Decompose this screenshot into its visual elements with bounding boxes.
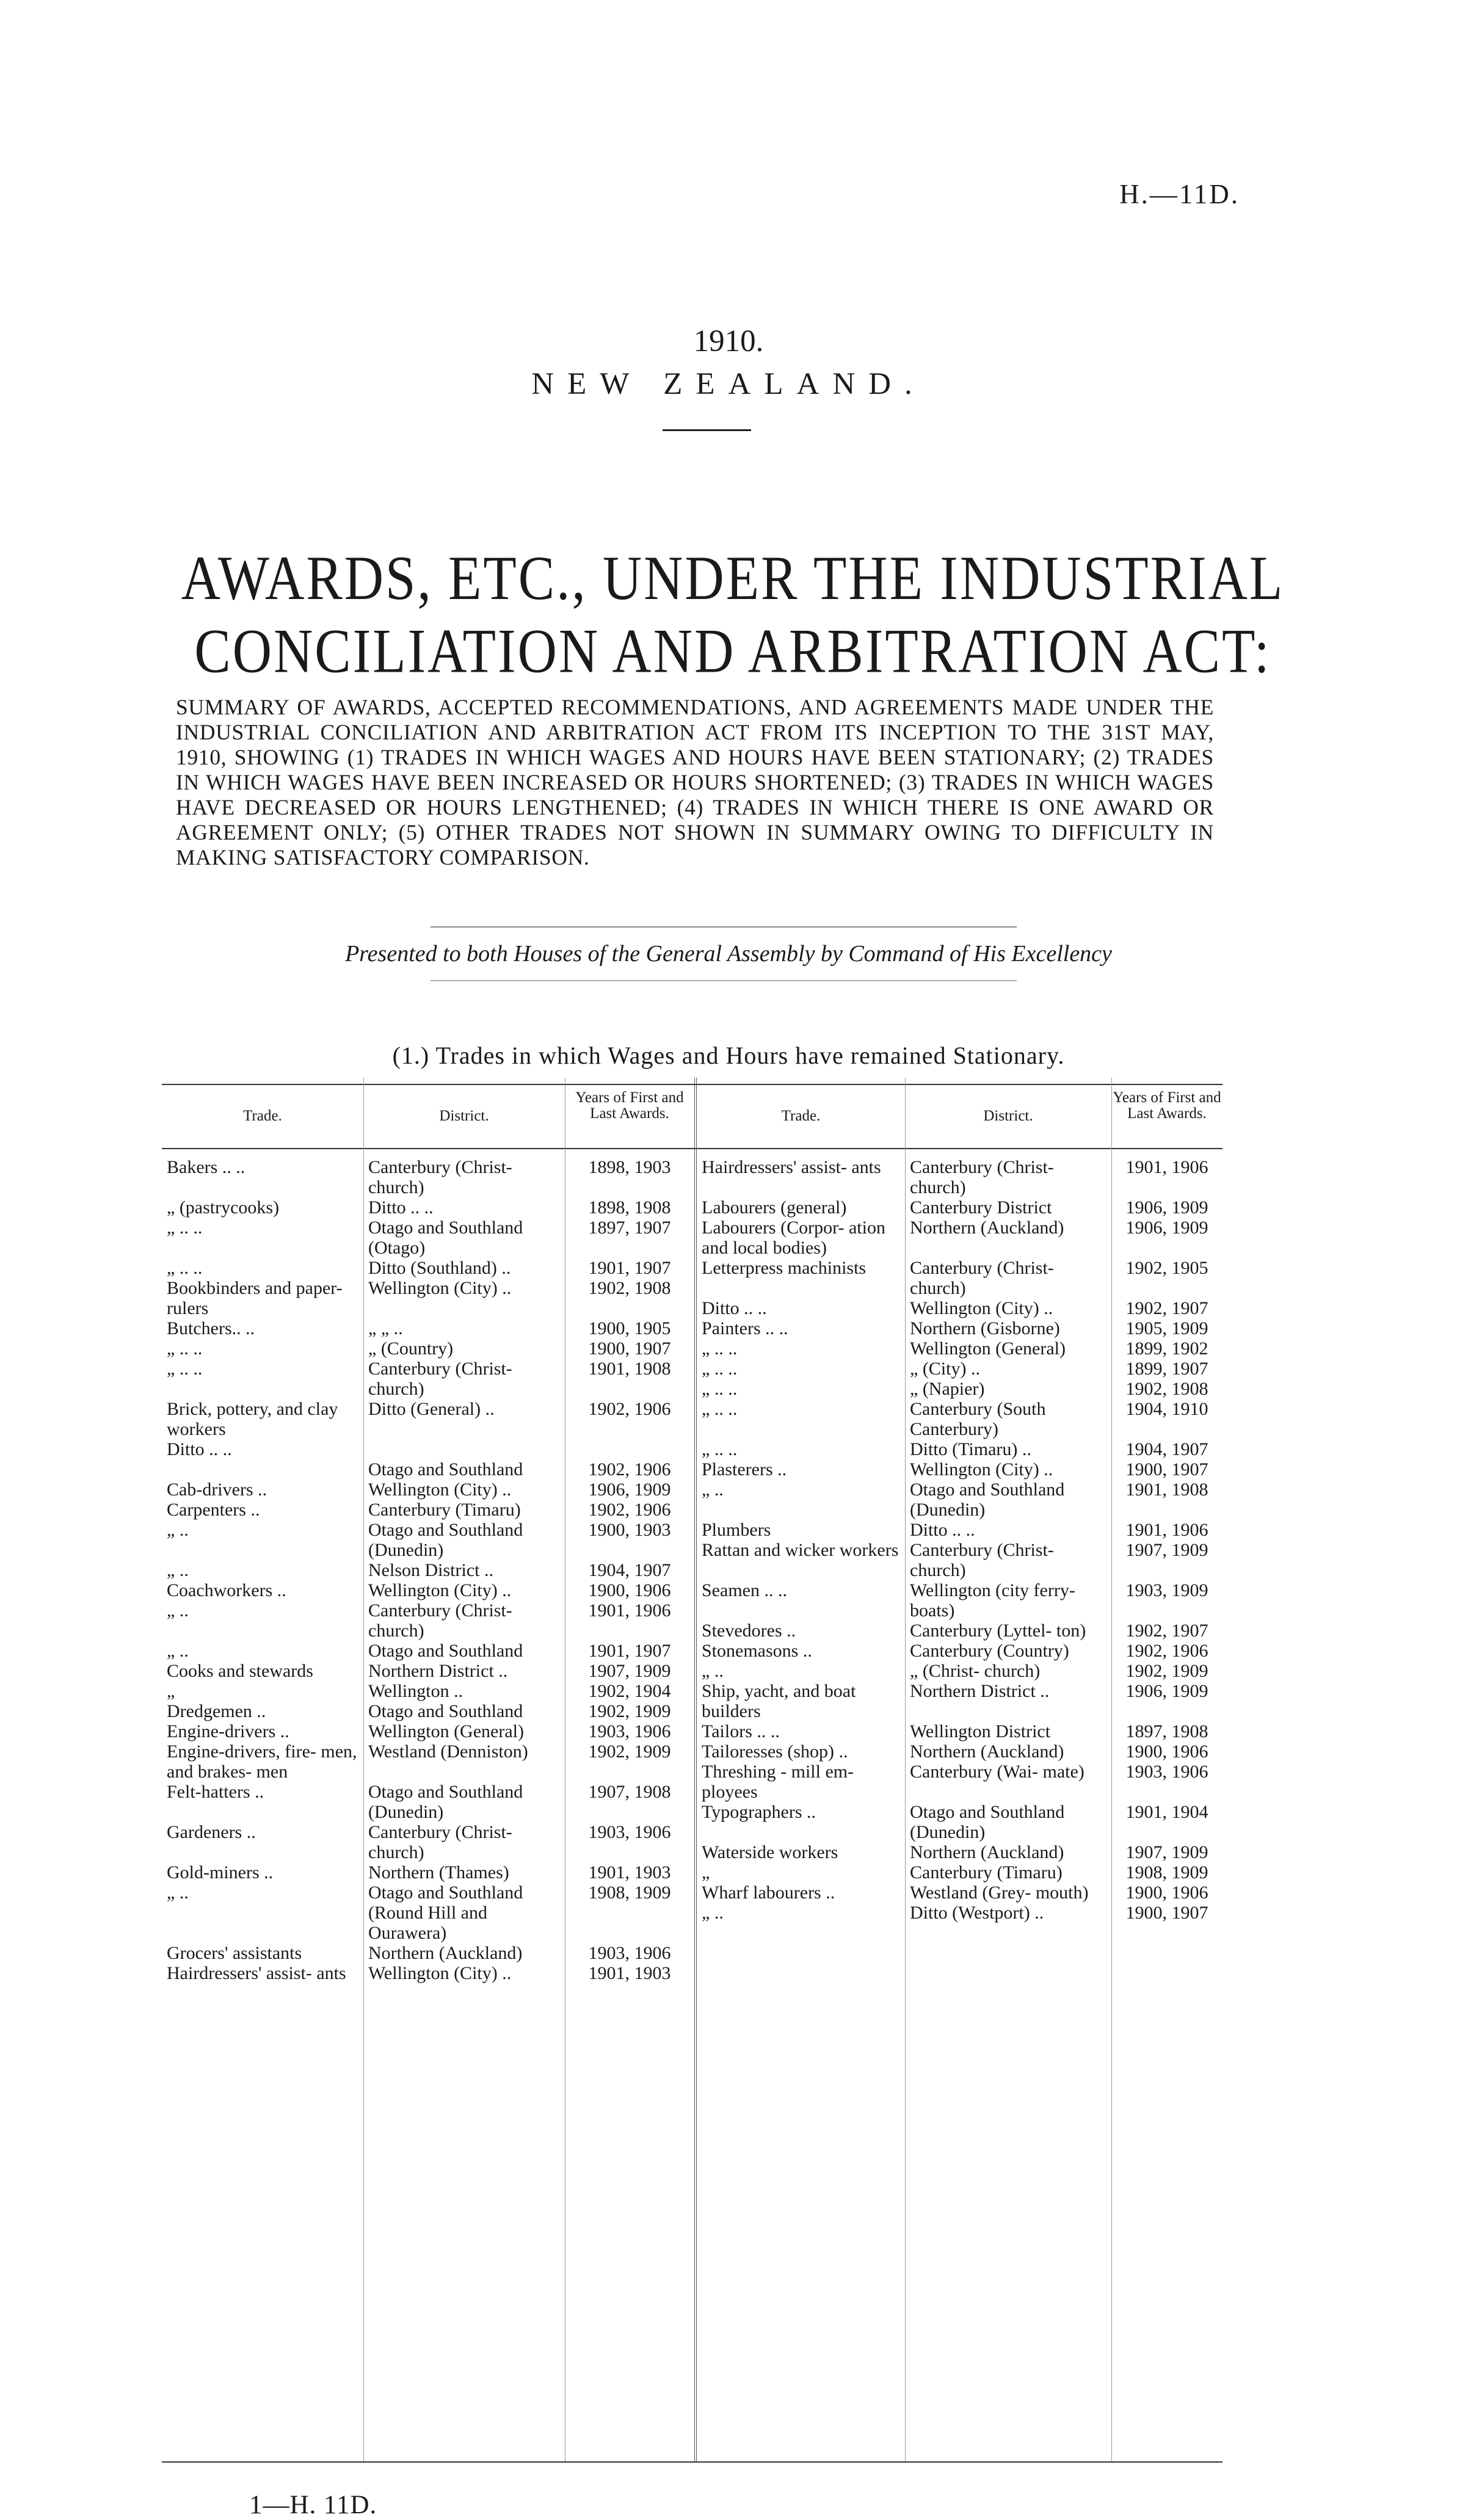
cell-district: „ (Napier) xyxy=(910,1379,985,1399)
cell-district: Northern District .. xyxy=(368,1661,508,1681)
cell-trade: Tailoresses (shop) .. xyxy=(702,1741,848,1762)
cell-district: Canterbury (Christ- church) xyxy=(910,1157,1054,1197)
cell-district: Westland (Denniston) xyxy=(368,1741,528,1762)
document-title: AWARDS, ETC., UNDER THE INDUSTRIAL CONCILIATION AND ARBITRATION ACT: xyxy=(181,543,1285,686)
cell-years: 1900, 1907 xyxy=(1125,1903,1208,1923)
cell-district: Ditto .. .. xyxy=(368,1197,434,1218)
cell-years: 1903, 1909 xyxy=(1125,1580,1208,1600)
cell-years: 1901, 1907 xyxy=(588,1258,671,1278)
cell-years: 1902, 1905 xyxy=(1125,1258,1208,1278)
cell-trade: „ .. .. xyxy=(702,1379,738,1399)
cell-trade: Cooks and stewards xyxy=(167,1661,313,1681)
cell-trade: „ .. xyxy=(167,1600,189,1621)
heading-divider xyxy=(663,429,751,431)
cell-years: 1908, 1909 xyxy=(588,1883,671,1903)
cell-district: Northern (Auckland) xyxy=(910,1218,1064,1238)
cell-trade: „ .. .. xyxy=(702,1338,738,1359)
cell-years: 1902, 1908 xyxy=(1125,1379,1208,1399)
cell-district: Nelson District .. xyxy=(368,1560,493,1580)
cell-years: 1899, 1902 xyxy=(1125,1338,1208,1359)
cell-district: Otago and Southland (Dunedin) xyxy=(368,1520,523,1560)
cell-trade: „ .. xyxy=(167,1520,189,1540)
cell-years: 1906, 1909 xyxy=(1125,1218,1208,1238)
cell-trade: Engine-drivers .. xyxy=(167,1721,289,1741)
cell-years: 1902, 1906 xyxy=(588,1399,671,1419)
cell-district: „ (Country) xyxy=(368,1338,454,1359)
header-years-left: Years of First and Last Awards. xyxy=(575,1089,684,1122)
cell-trade: Gold-miners .. xyxy=(167,1862,274,1883)
cell-years: 1907, 1908 xyxy=(588,1782,671,1802)
cell-trade: „ .. .. xyxy=(702,1439,738,1459)
cell-trade: „ .. .. xyxy=(702,1399,738,1419)
cell-years: 1903, 1906 xyxy=(588,1721,671,1741)
cell-years: 1900, 1907 xyxy=(1125,1459,1208,1480)
presented-rule-top xyxy=(431,926,1017,928)
header-district-right: District. xyxy=(983,1108,1033,1124)
cell-years: 1902, 1909 xyxy=(588,1701,671,1721)
cell-district: Canterbury (South Canterbury) xyxy=(910,1399,1046,1439)
cell-years: 1908, 1909 xyxy=(1125,1862,1208,1883)
cell-years: 1902, 1907 xyxy=(1125,1298,1208,1318)
cell-trade: Gardeners .. xyxy=(167,1822,256,1842)
cell-district: Wellington (city ferry-boats) xyxy=(910,1580,1075,1621)
cell-trade: „ .. xyxy=(702,1480,724,1500)
cell-years: 1902, 1907 xyxy=(1125,1621,1208,1641)
cell-trade: Plumbers xyxy=(702,1520,771,1540)
cell-years: 1907, 1909 xyxy=(588,1661,671,1681)
cell-trade: Tailors .. .. xyxy=(702,1721,780,1741)
cell-district: Northern (Auckland) xyxy=(910,1842,1064,1862)
cell-trade: Felt-hatters .. xyxy=(167,1782,264,1802)
cell-years: 1901, 1906 xyxy=(588,1600,671,1621)
cell-district: Otago and Southland xyxy=(368,1641,523,1661)
cell-trade: Seamen .. .. xyxy=(702,1580,787,1600)
cell-district: Wellington .. xyxy=(368,1681,463,1701)
cell-trade: Labourers (general) xyxy=(702,1197,847,1218)
cell-trade: „ (pastrycooks) xyxy=(167,1197,280,1218)
cell-district: Northern (Thames) xyxy=(368,1862,509,1883)
header-trade-left: Trade. xyxy=(243,1108,282,1124)
awards-table xyxy=(162,1078,1223,2470)
cell-years: 1902, 1906 xyxy=(588,1500,671,1520)
cell-trade: Stevedores .. xyxy=(702,1621,796,1641)
cell-years: 1906, 1909 xyxy=(588,1480,671,1500)
document-year: 1910. xyxy=(693,324,764,358)
cell-district: Northern (Auckland) xyxy=(910,1741,1064,1762)
cell-years: 1904, 1907 xyxy=(1125,1439,1208,1459)
cell-trade: „ .. xyxy=(167,1641,189,1661)
cell-years: 1905, 1909 xyxy=(1125,1318,1208,1338)
cell-district: Otago and Southland (Dunedin) xyxy=(910,1802,1065,1842)
cell-district: Wellington (General) xyxy=(368,1721,524,1741)
cell-district: Otago and Southland xyxy=(368,1459,523,1480)
cell-district: Ditto (Southland) .. xyxy=(368,1258,511,1278)
document-reference: H.—11D. xyxy=(1119,179,1240,209)
cell-years: 1907, 1909 xyxy=(1125,1540,1208,1560)
cell-trade: „ .. .. xyxy=(167,1359,203,1379)
cell-trade: Dredgemen .. xyxy=(167,1701,266,1721)
cell-district: Northern (Auckland) xyxy=(368,1943,523,1963)
cell-district: „ (City) .. xyxy=(910,1359,980,1379)
cell-district: Wellington (City) .. xyxy=(368,1580,512,1600)
cell-trade: Bookbinders and paper-rulers xyxy=(167,1278,343,1318)
cell-district: Canterbury (Timaru) xyxy=(368,1500,521,1520)
cell-trade: Ditto .. .. xyxy=(702,1298,767,1318)
cell-years: 1900, 1905 xyxy=(588,1318,671,1338)
cell-years: 1907, 1909 xyxy=(1125,1842,1208,1862)
cell-trade: Letterpress machinists xyxy=(702,1258,867,1278)
cell-district: Canterbury (Country) xyxy=(910,1641,1069,1661)
cell-trade: „ .. xyxy=(702,1661,724,1681)
page-footer: 1—H. 11D. xyxy=(249,2491,377,2519)
cell-district: Canterbury (Christ- church) xyxy=(368,1600,512,1641)
table-bottom-rule xyxy=(162,2461,1223,2463)
cell-district: Northern (Gisborne) xyxy=(910,1318,1060,1338)
cell-district: „ (Christ- church) xyxy=(910,1661,1041,1681)
cell-years: 1902, 1906 xyxy=(1125,1641,1208,1661)
cell-district: Canterbury (Lyttel- ton) xyxy=(910,1621,1086,1641)
cell-trade: Grocers' assistants xyxy=(167,1943,302,1963)
cell-trade: Coachworkers .. xyxy=(167,1580,286,1600)
cell-district: Wellington (City) .. xyxy=(910,1298,1053,1318)
cell-district: Wellington (City) .. xyxy=(368,1278,512,1298)
cell-district: Canterbury District xyxy=(910,1197,1052,1218)
cell-trade: Brick, pottery, and clay workers xyxy=(167,1399,338,1439)
cell-years: 1897, 1907 xyxy=(588,1218,671,1238)
cell-years: 1901, 1908 xyxy=(588,1359,671,1379)
cell-trade: Wharf labourers .. xyxy=(702,1883,835,1903)
cell-district: Canterbury (Wai- mate) xyxy=(910,1762,1085,1782)
cell-years: 1899, 1907 xyxy=(1125,1359,1208,1379)
cell-trade: Labourers (Corpor- ation and local bodies) xyxy=(702,1218,885,1258)
cell-years: 1902, 1904 xyxy=(588,1681,671,1701)
cell-trade: „ .. .. xyxy=(167,1218,203,1238)
cell-years: 1901, 1907 xyxy=(588,1641,671,1661)
cell-trade: Stonemasons .. xyxy=(702,1641,812,1661)
table-top-rule xyxy=(162,1084,1223,1085)
cell-district: Wellington (General) xyxy=(910,1338,1066,1359)
cell-trade: „ .. xyxy=(702,1903,724,1923)
cell-years: 1900, 1906 xyxy=(588,1580,671,1600)
header-district-left: District. xyxy=(439,1108,489,1124)
presented-line: Presented to both Houses of the General Assembly by Command of His Excellency xyxy=(345,941,1112,967)
cell-district: Wellington (City) .. xyxy=(368,1480,512,1500)
cell-years: 1901, 1904 xyxy=(1125,1802,1208,1822)
cell-district: „ „ .. xyxy=(368,1318,403,1338)
cell-district: Wellington (City) .. xyxy=(910,1459,1053,1480)
presented-rule-bottom xyxy=(431,980,1017,981)
cell-years: 1901, 1906 xyxy=(1125,1520,1208,1540)
cell-years: 1901, 1906 xyxy=(1125,1157,1208,1177)
cell-trade: „ xyxy=(702,1862,710,1883)
header-years-right: Years of First and Last Awards. xyxy=(1113,1089,1221,1122)
cell-trade: Typographers .. xyxy=(702,1802,816,1822)
cell-district: Wellington District xyxy=(910,1721,1051,1741)
section-title: (1.) Trades in which Wages and Hours have remained Stationary. xyxy=(392,1042,1065,1069)
cell-trade: Bakers .. .. xyxy=(167,1157,245,1177)
col-rule xyxy=(905,1078,906,2461)
cell-trade: „ .. .. xyxy=(167,1258,203,1278)
cell-trade: Ship, yacht, and boat builders xyxy=(702,1681,856,1721)
cell-trade: „ .. .. xyxy=(167,1338,203,1359)
cell-years: 1904, 1907 xyxy=(588,1560,671,1580)
cell-years: 1900, 1907 xyxy=(588,1338,671,1359)
cell-trade: Ditto .. .. xyxy=(167,1439,232,1459)
cell-district: Canterbury (Christ- church) xyxy=(368,1157,512,1197)
cell-district: Otago and Southland xyxy=(368,1701,523,1721)
cell-trade: Cab-drivers .. xyxy=(167,1480,267,1500)
cell-district: Westland (Grey- mouth) xyxy=(910,1883,1089,1903)
cell-district: Canterbury (Christ- church) xyxy=(368,1359,512,1399)
cell-years: 1903, 1906 xyxy=(588,1943,671,1963)
cell-years: 1898, 1903 xyxy=(588,1157,671,1177)
cell-years: 1903, 1906 xyxy=(588,1822,671,1842)
cell-trade: Threshing - mill em- ployees xyxy=(702,1762,854,1802)
col-rule xyxy=(1111,1078,1112,2461)
cell-district: Canterbury (Christ- church) xyxy=(368,1822,512,1862)
cell-trade: Plasterers .. xyxy=(702,1459,787,1480)
cell-trade: Painters .. .. xyxy=(702,1318,788,1338)
cell-district: Otago and Southland (Dunedin) xyxy=(910,1480,1065,1520)
cell-years: 1906, 1909 xyxy=(1125,1681,1208,1701)
cell-district: Otago and Southland (Round Hill and Ourawera) xyxy=(368,1883,523,1943)
cell-district: Ditto (Timaru) .. xyxy=(910,1439,1031,1459)
col-rule-center xyxy=(694,1078,697,2461)
cell-district: Ditto (General) .. xyxy=(368,1399,495,1419)
cell-trade: „ .. .. xyxy=(702,1359,738,1379)
cell-years: 1902, 1909 xyxy=(1125,1661,1208,1681)
cell-district: Ditto (Westport) .. xyxy=(910,1903,1044,1923)
cell-years: 1904, 1910 xyxy=(1125,1399,1208,1419)
cell-years: 1901, 1903 xyxy=(588,1862,671,1883)
summary-paragraph: SUMMARY OF AWARDS, ACCEPTED RECOMMENDATIONS, AND AGREEMENTS MADE UNDER THE INDUSTRIAL CONCILIATION AND ARBITRATION ACT FROM ITS INCEPTION TO THE 31ST MAY, 1910, SHOWING (1) TRADES IN WHICH WAGES AND HOURS HAVE BEEN STATIONARY; (2) TRADES IN WHICH WAGES HAVE BEEN INCREASED OR HOURS SHORTENED; (3) TRADES IN WHICH WAGES HAVE DECREASED OR HOURS LENGTHENED; (4) TRADES IN WHICH THERE IS ONE AWARD OR AGREEMENT ONLY; (5) OTHER TRADES NOT SHOWN IN SUMMARY OWING TO DIFFICULTY IN MAKING SATISFACTORY COMPARISON. xyxy=(176,695,1214,870)
cell-years: 1903, 1906 xyxy=(1125,1762,1208,1782)
cell-years: 1902, 1909 xyxy=(588,1741,671,1762)
cell-district: Otago and Southland (Otago) xyxy=(368,1218,523,1258)
country-heading: NEW ZEALAND. xyxy=(531,367,926,401)
cell-district: Northern District .. xyxy=(910,1681,1050,1701)
cell-years: 1901, 1908 xyxy=(1125,1480,1208,1500)
cell-years: 1900, 1906 xyxy=(1125,1741,1208,1762)
cell-district: Canterbury (Christ- church) xyxy=(910,1258,1054,1298)
cell-trade: „ .. xyxy=(167,1883,189,1903)
cell-trade: „ .. xyxy=(167,1560,189,1580)
col-rule xyxy=(363,1078,364,2461)
cell-trade: Hairdressers' assist- ants xyxy=(167,1963,346,1983)
cell-years: 1900, 1903 xyxy=(588,1520,671,1540)
cell-years: 1901, 1903 xyxy=(588,1963,671,1983)
cell-district: Otago and Southland (Dunedin) xyxy=(368,1782,523,1822)
cell-years: 1900, 1906 xyxy=(1125,1883,1208,1903)
cell-trade: Hairdressers' assist- ants xyxy=(702,1157,881,1177)
cell-district: Canterbury (Christ- church) xyxy=(910,1540,1054,1580)
cell-trade: Carpenters .. xyxy=(167,1500,260,1520)
cell-years: 1897, 1908 xyxy=(1125,1721,1208,1741)
cell-district: Wellington (City) .. xyxy=(368,1963,512,1983)
table-header-rule xyxy=(162,1148,1223,1149)
header-trade-right: Trade. xyxy=(781,1108,821,1124)
cell-trade: „ xyxy=(167,1681,175,1701)
cell-trade: Rattan and wicker workers xyxy=(702,1540,899,1560)
cell-trade: Waterside workers xyxy=(702,1842,838,1862)
cell-trade: Engine-drivers, fire- men, and brakes- men xyxy=(167,1741,357,1782)
cell-district: Canterbury (Timaru) xyxy=(910,1862,1063,1883)
cell-years: 1906, 1909 xyxy=(1125,1197,1208,1218)
cell-years: 1902, 1906 xyxy=(588,1459,671,1480)
cell-district: Ditto .. .. xyxy=(910,1520,975,1540)
cell-years: 1902, 1908 xyxy=(588,1278,671,1298)
cell-years: 1898, 1908 xyxy=(588,1197,671,1218)
cell-trade: Butchers.. .. xyxy=(167,1318,255,1338)
